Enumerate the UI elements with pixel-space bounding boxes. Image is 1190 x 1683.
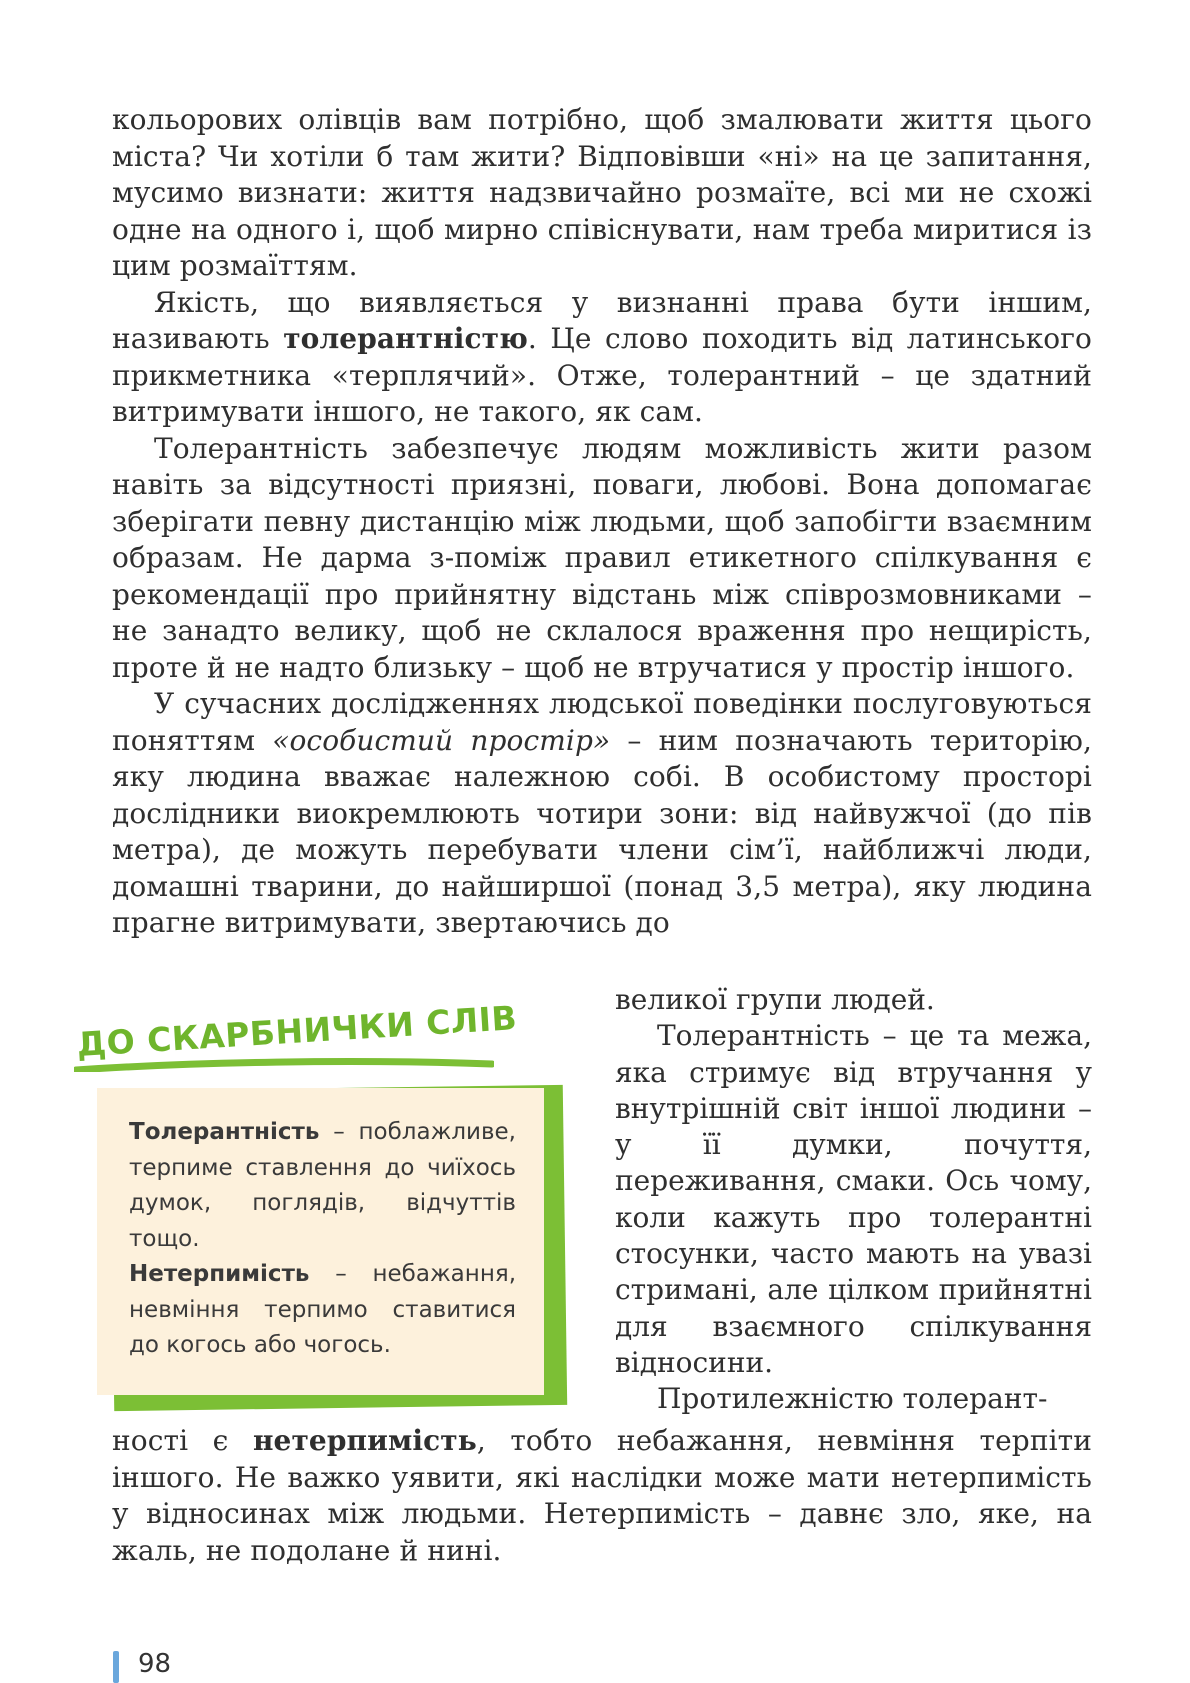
main-text-bottom [112,1423,1092,1569]
term-intolerance: нетерпимість [252,1424,477,1457]
glossary-title: ДО СКАРБНИЧКИ СЛІВ [75,998,519,1064]
glossary-def-tolerance: – поблажливе, терпиме ставлення до чиїхось думок, поглядів, відчуттів тощо. [129,1119,516,1252]
glossary-term-intolerance: Нетерпимість [129,1261,310,1287]
page-number-marker [113,1651,119,1683]
paragraph-4-start: У сучасних дослідженнях людської поведінки послуговуються поняттям [112,687,1092,757]
paragraph-1: кольорових олівців вам потрібно, щоб змалювати життя цього міста? Чи хотіли б там жити? Відповівши «ні» на це запитання, мусимо визнати: життя надзвичайно розмаїте, всі ми не схожі одне на одного і, щоб мирно співіснувати, нам треба миритися із цим розмаїттям. [112,103,1092,282]
paragraph-5 [615,1018,1092,1381]
page-number: 98 [138,1649,172,1679]
paragraph-4-continuation: великої групи людей. [615,983,935,1016]
term-personal-space: «особистий простір» [272,723,611,757]
glossary-underline [74,1058,494,1072]
paragraph-2-end: . Це слово походить від латинського прикметника «терплячий». Отже, толерантний – це здатний витримувати іншого, не такого, як сам. [112,322,1092,428]
glossary-term-tolerance: Толерантність [129,1119,320,1145]
paragraph-6-start-text: Протилежністю толерант- [657,1382,1048,1416]
paragraph-2-start: Якість, що виявляється у визнанні права бути іншим, називають [112,285,1092,355]
glossary-box [97,1088,544,1395]
term-tolerance: толерантністю [283,322,528,355]
paragraph-4-end: – ним позначають територію, яку людина вважає належною собі. В особистому просторі дослідники виокремлюють чотири зони: від найвужчої (до пів метра), де можуть перебувати члени сім’ї, найближчі люди, домашні тварини, до найширшої (понад 3,5 метра), яку людина прагне витримувати, звертаючись до [112,723,1092,939]
paragraph-4 [112,686,1092,942]
glossary-def-intolerance: – небажання, невміння терпимо ставитися до когось або чогось. [129,1261,516,1358]
paragraph-2 [112,285,1092,431]
paragraph-3: Толерантність забезпечує людям можливість жити разом навіть за відсутності приязні, поваги, любові. Вона допомагає зберігати певну дистанцію між людьми, щоб запобігти взаємним образам. Не дарма з-поміж правил етикетного спілкування є рекомендації про прийнятну відстань між співрозмовниками – не занадто велику, щоб не склалося враження про нещирість, проте й не надто близьку – щоб не втручатися у простір іншого. [112,431,1092,684]
paragraph-5-text: Толерантність – це та межа, яка стримує від втручання у внутрішній світ іншої людини – у її думки, почуття, переживання, смаки. Ось чому, коли кажуть про толерантні стосунки, часто мають на увазі стримані, але цілком прийнятні для взаємного спілкування відносини. [615,1019,1092,1379]
paragraph-6-start [615,1381,1092,1417]
glossary-entry-intolerance [129,1257,516,1364]
paragraph-6 [112,1423,1092,1569]
paragraph-6-start-part: ності є [112,1424,253,1457]
paragraph-6-end: , тобто небажання, невміння терпіти іншого. Не важко уявити, які наслідки може мати нетерпимість у відносинах між людьми. Нетерпимість – давнє зло, яке, на жаль, не подолане й нині. [112,1424,1092,1567]
glossary-entry-tolerance [129,1115,516,1257]
main-text-top [112,102,1092,942]
right-column-text [615,982,1092,1418]
